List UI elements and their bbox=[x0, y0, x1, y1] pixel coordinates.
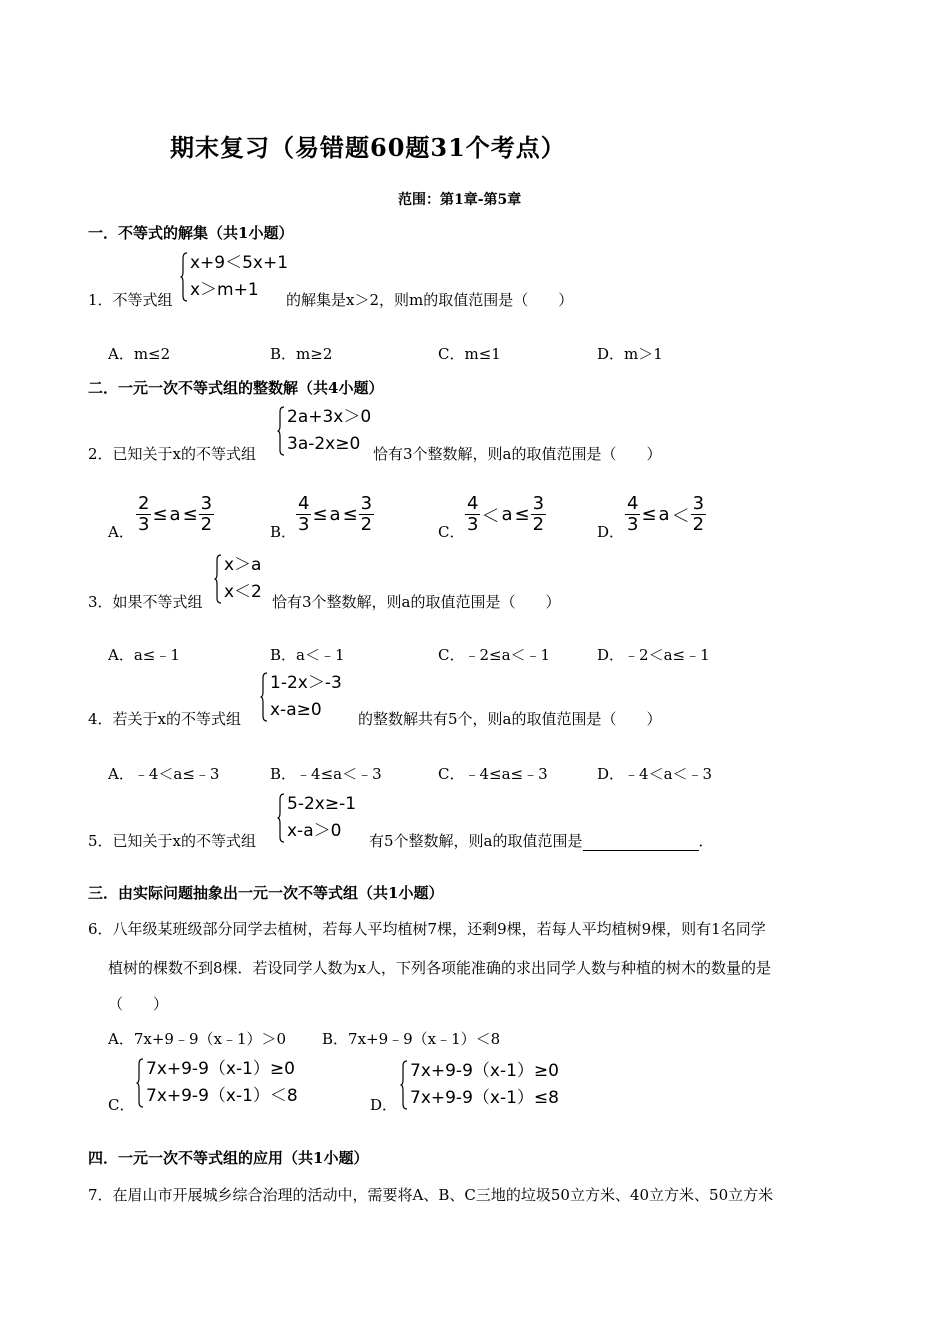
page-title: 期末复习（易错题60题31个考点） bbox=[170, 133, 566, 162]
brace-icon bbox=[214, 554, 222, 604]
q2-option-b: $\frac{4}{3}$ ≤ a ≤ $\frac{3}{2}$ bbox=[298, 493, 373, 535]
q4-option-c: C．﹣4≤a≤﹣3 bbox=[438, 765, 548, 783]
q3-prefix: 3．如果不等式组 bbox=[88, 593, 203, 611]
q1-ineq-2: x＞m+1 bbox=[190, 280, 259, 300]
q6-option-a: A．7x+9﹣9（x﹣1）＞0 bbox=[108, 1030, 287, 1048]
q1-option-c: C．m≤1 bbox=[438, 345, 501, 363]
brace-icon bbox=[260, 672, 268, 722]
section-heading-2: 二．一元一次不等式组的整数解（共4小题） bbox=[88, 379, 384, 397]
q3-ineq-1: x＞a bbox=[224, 555, 262, 575]
fraction: $\frac{4}{3}$ bbox=[298, 493, 310, 535]
section-heading-3: 三．由实际问题抽象出一元一次不等式组（共1小题） bbox=[88, 884, 444, 902]
q4-option-d: D．﹣4＜a＜﹣3 bbox=[597, 765, 713, 783]
q6-line-1: 6．八年级某班级部分同学去植树，若每人平均植树7棵，还剩9棵，若每人平均植树9棵，则有1名同学 bbox=[88, 920, 766, 938]
q2-option-a-label: A． bbox=[108, 523, 134, 541]
q3-option-c: C．﹣2≤a＜﹣1 bbox=[438, 646, 551, 664]
q4-ineq-1: 1-2x＞-3 bbox=[270, 673, 342, 693]
q1-inequality-system bbox=[180, 250, 288, 304]
q5-ineq-2: x-a＞0 bbox=[287, 821, 342, 841]
q1-suffix: 的解集是x＞2，则m的取值范围是（ ） bbox=[286, 291, 574, 309]
q3-suffix: 恰有3个整数解，则a的取值范围是（ ） bbox=[272, 593, 561, 611]
q6-line-3: （ ） bbox=[108, 995, 169, 1013]
q6-option-d-label: D． bbox=[370, 1096, 398, 1114]
section-heading-4: 四．一元一次不等式组的应用（共1小题） bbox=[88, 1149, 369, 1167]
q6-d-ineq-1: 7x+9-9（x-1）≥0 bbox=[410, 1061, 559, 1081]
brace-icon bbox=[277, 793, 285, 843]
q6-line-2: 植树的棵数不到8棵．若设同学人数为x人，下列各项能准确的求出同学人数与种植的树木的数量的是 bbox=[108, 959, 772, 977]
q3-ineq-2: x＜2 bbox=[224, 582, 262, 602]
q4-option-b: B．﹣4≤a＜﹣3 bbox=[270, 765, 382, 783]
q2-suffix: 恰有3个整数解，则a的取值范围是（ ） bbox=[373, 445, 662, 463]
q1-ineq-1: x+9＜5x+1 bbox=[190, 253, 289, 273]
q4-ineq-2: x-a≥0 bbox=[270, 700, 322, 720]
q3-inequality-system bbox=[214, 552, 262, 606]
fraction: $\frac{2}{3}$ bbox=[138, 493, 150, 535]
fraction: $\frac{3}{2}$ bbox=[360, 493, 373, 535]
fraction: $\frac{4}{3}$ bbox=[627, 493, 639, 535]
q2-option-d-label: D． bbox=[597, 523, 625, 541]
q7-line-1: 7．在眉山市开展城乡综合治理的活动中，需要将A、B、C三地的垃圾50立方米、40立方米、50立方米 bbox=[88, 1186, 774, 1204]
q1-option-a: A．m≤2 bbox=[108, 345, 171, 363]
q4-prefix: 4．若关于x的不等式组 bbox=[88, 710, 242, 728]
q6-c-ineq-2: 7x+9-9（x-1）＜8 bbox=[146, 1086, 298, 1106]
q6-d-ineq-2: 7x+9-9（x-1）≤8 bbox=[410, 1088, 559, 1108]
q2-option-c: $\frac{4}{3}$ ＜ a ≤ $\frac{3}{2}$ bbox=[467, 493, 545, 535]
q3-option-b: B．a＜﹣1 bbox=[270, 646, 345, 664]
q1-option-d: D．m＞1 bbox=[597, 345, 663, 363]
q1-prefix: 1．不等式组 bbox=[88, 291, 173, 309]
q5-ineq-1: 5-2x≥-1 bbox=[287, 794, 357, 814]
q5-inequality-system bbox=[277, 791, 356, 845]
q6-c-ineq-1: 7x+9-9（x-1）≥0 bbox=[146, 1059, 295, 1079]
q2-option-b-label: B． bbox=[270, 523, 297, 541]
brace-icon bbox=[400, 1060, 408, 1110]
section-heading-1: 一．不等式的解集（共1小题） bbox=[88, 224, 294, 242]
q3-option-d: D．﹣2＜a≤﹣1 bbox=[597, 646, 710, 664]
q6-option-c-system bbox=[136, 1056, 298, 1110]
q2-inequality-system bbox=[277, 404, 371, 458]
fraction: $\frac{4}{3}$ bbox=[467, 493, 479, 535]
brace-icon bbox=[136, 1058, 144, 1108]
q3-option-a: A．a≤﹣1 bbox=[108, 646, 180, 664]
q6-option-b: B．7x+9﹣9（x﹣1）＜8 bbox=[322, 1030, 501, 1048]
brace-icon bbox=[277, 406, 285, 456]
fraction: $\frac{3}{2}$ bbox=[200, 493, 213, 535]
answer-blank bbox=[583, 836, 699, 851]
q1-option-b: B．m≥2 bbox=[270, 345, 333, 363]
fraction: $\frac{3}{2}$ bbox=[692, 493, 705, 535]
q4-option-a: A．﹣4＜a≤﹣3 bbox=[108, 765, 220, 783]
q2-ineq-1: 2a+3x＞0 bbox=[287, 407, 372, 427]
q5-end: ． bbox=[698, 832, 714, 850]
q2-option-c-label: C． bbox=[438, 523, 465, 541]
q6-option-c-label: C． bbox=[108, 1096, 135, 1114]
q2-option-d: $\frac{4}{3}$ ≤ a ＜ $\frac{3}{2}$ bbox=[627, 493, 705, 535]
chapter-range: 范围：第1章-第5章 bbox=[398, 192, 522, 208]
q4-suffix: 的整数解共有5个，则a的取值范围是（ ） bbox=[358, 710, 662, 728]
q5-prefix: 5．已知关于x的不等式组 bbox=[88, 832, 257, 850]
brace-icon bbox=[180, 252, 188, 302]
fraction: $\frac{3}{2}$ bbox=[532, 493, 545, 535]
q5-suffix-text: 有5个整数解，则a的取值范围是 bbox=[369, 832, 583, 850]
q5-suffix bbox=[369, 830, 714, 851]
q2-option-a: $\frac{2}{3}$ ≤ a ≤ $\frac{3}{2}$ bbox=[138, 493, 213, 535]
q4-inequality-system bbox=[260, 670, 342, 724]
q6-option-d-system bbox=[400, 1058, 559, 1112]
q2-ineq-2: 3a-2x≥0 bbox=[287, 434, 361, 454]
q2-prefix: 2．已知关于x的不等式组 bbox=[88, 445, 257, 463]
